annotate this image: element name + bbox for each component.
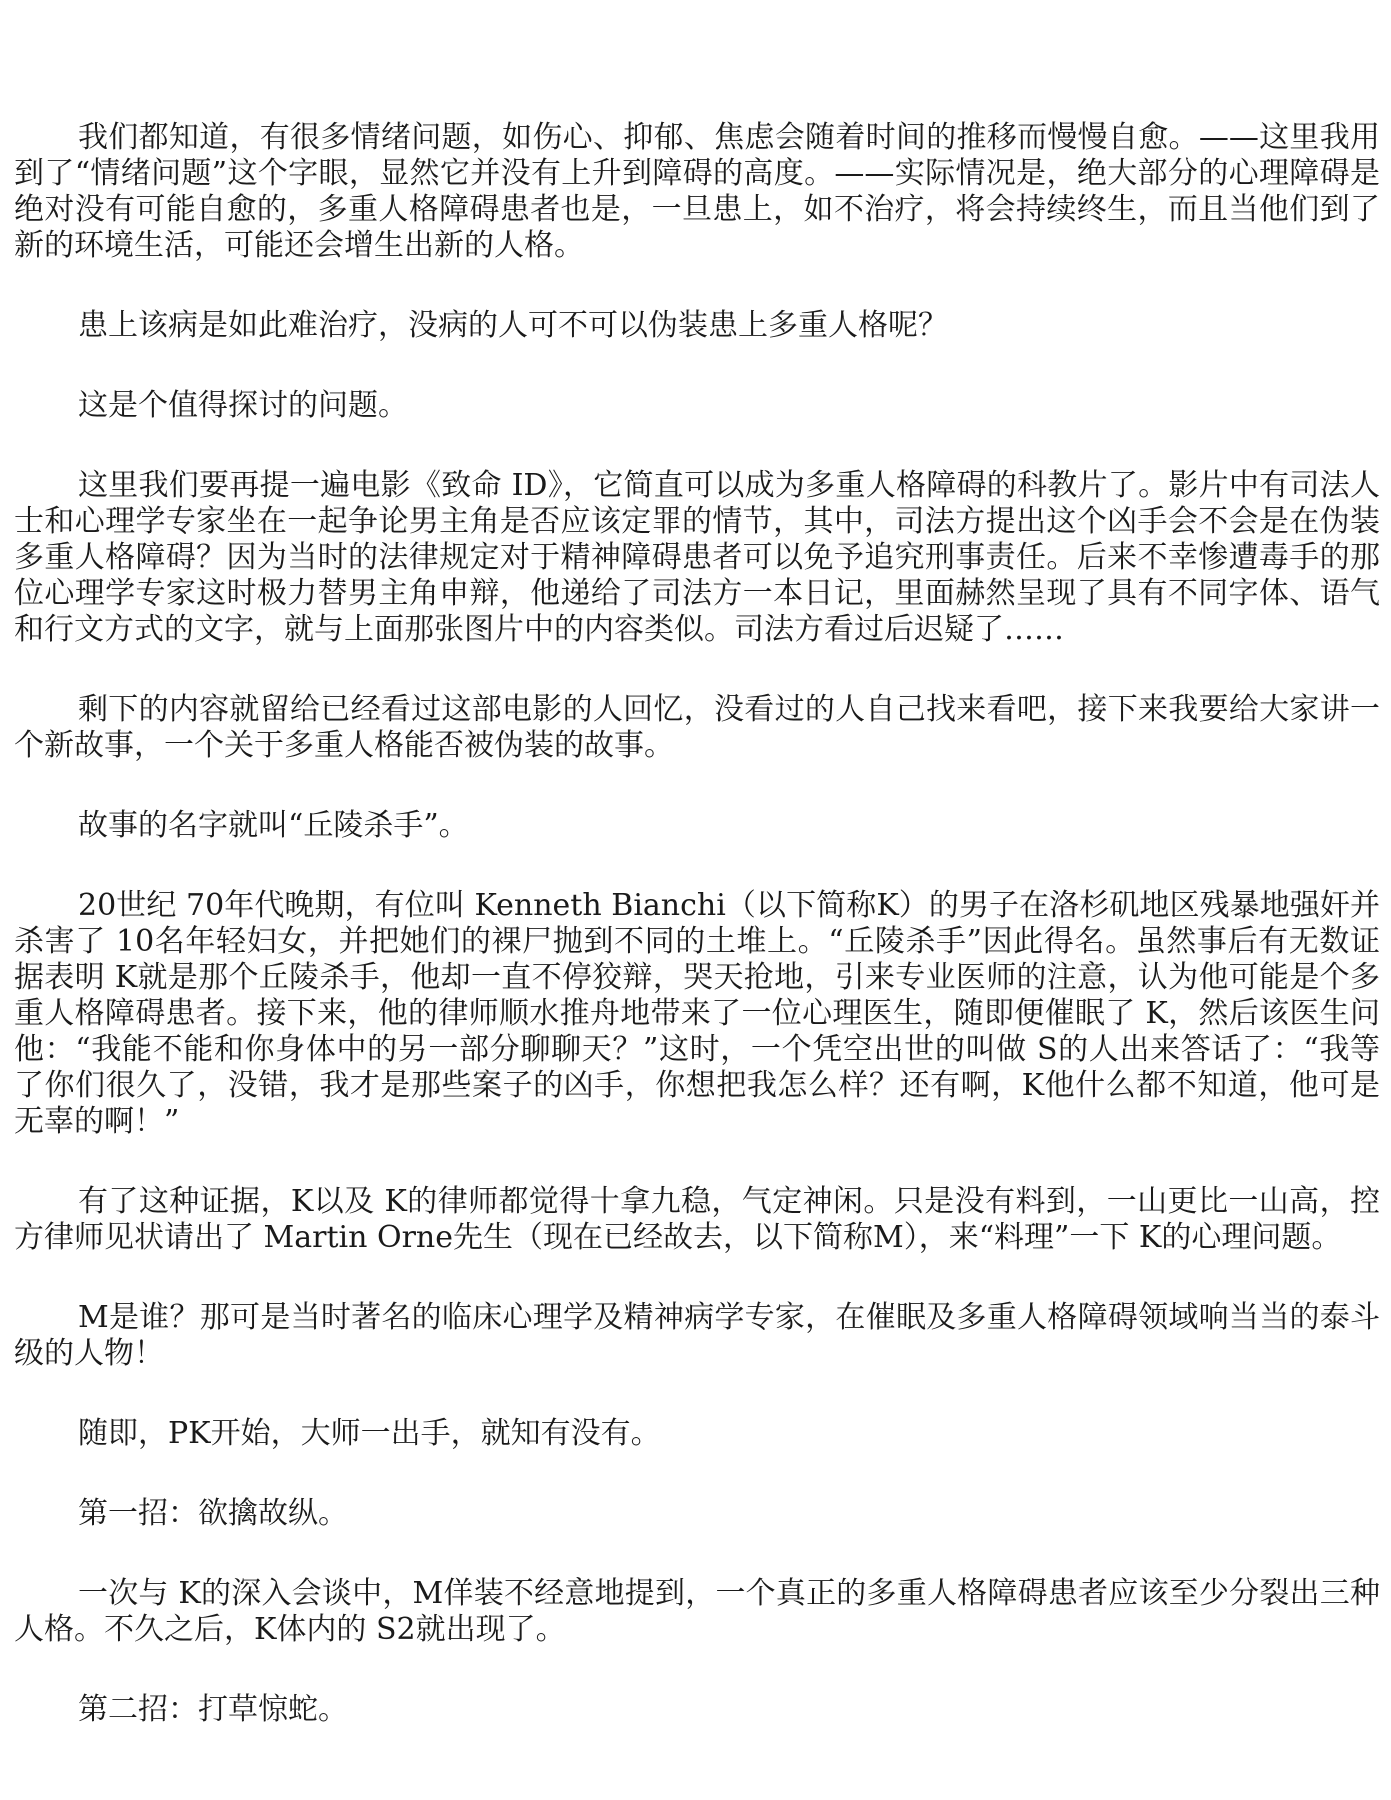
paragraph-5: 剩下的内容就留给已经看过这部电影的人回忆，没看过的人自己找来看吧，接下来我要给大家讲一个新故事，一个关于多重人格能否被伪装的故事。 — [14, 692, 1380, 763]
document-body — [14, 120, 1380, 1772]
paragraph-10: 随即，PK开始，大师一出手，就知有没有。 — [78, 1416, 661, 1451]
paragraph-12: 一次与 K的深入会谈中，M佯装不经意地提到，一个真正的多重人格障碍患者应该至少分裂出三种人格。不久之后，K体内的 S2就出现了。 — [14, 1576, 1380, 1647]
paragraph-9: M是谁？那可是当时著名的临床心理学及精神病学专家，在催眠及多重人格障碍领域响当当的泰斗级的人物！ — [14, 1300, 1380, 1371]
paragraph-7: 20世纪 70年代晚期，有位叫 Kenneth Bianchi（以下简称K）的男子在洛杉矶地区残暴地强奸并杀害了 10名年轻妇女，并把她们的裸尸抛到不同的土堆上。“丘陵杀手”因此得名。虽然事后有无数证据表明 K就是那个丘陵杀手，他却一直不停狡辩，哭天抢地，引来专业医师的注意，认为他可能是个多重人格障碍患者。接下来，他的律师顺水推舟地带来了一位心理医生，随即便催眠了 K，然后该医生问他：“我能不能和你身体中的另一部分聊聊天？”这时，一个凭空出世的叫做 S的人出来答话了：“我等了你们很久了，没错，我才是那些案子的凶手，你想把我怎么样？还有啊，K他什么都不知道，他可是无辜的啊！” — [14, 888, 1380, 1139]
paragraph-11: 第一招：欲擒故纵。 — [78, 1496, 348, 1531]
paragraph-3: 这是个值得探讨的问题。 — [78, 388, 408, 423]
paragraph-4: 这里我们要再提一遍电影《致命 ID》，它简直可以成为多重人格障碍的科教片了。影片中有司法人士和心理学专家坐在一起争论男主角是否应该定罪的情节，其中，司法方提出这个凶手会不会是在伪装多重人格障碍？因为当时的法律规定对于精神障碍患者可以免予追究刑事责任。后来不幸惨遭毒手的那位心理学专家这时极力替男主角申辩，他递给了司法方一本日记，里面赫然呈现了具有不同字体、语气和行文方式的文字，就与上面那张图片中的内容类似。司法方看过后迟疑了…… — [14, 468, 1380, 647]
paragraph-1: 我们都知道，有很多情绪问题，如伤心、抑郁、焦虑会随着时间的推移而慢慢自愈。——这里我用到了“情绪问题”这个字眼，显然它并没有上升到障碍的高度。——实际情况是，绝大部分的心理障碍是绝对没有可能自愈的，多重人格障碍患者也是，一旦患上，如不治疗，将会持续终生，而且当他们到了新的环境生活，可能还会增生出新的人格。 — [14, 120, 1380, 263]
paragraph-2: 患上该病是如此难治疗，没病的人可不可以伪装患上多重人格呢？ — [78, 308, 948, 343]
paragraph-6: 故事的名字就叫“丘陵杀手”。 — [78, 808, 469, 843]
paragraph-8: 有了这种证据，K以及 K的律师都觉得十拿九稳，气定神闲。只是没有料到，一山更比一山高，控方律师见状请出了 Martin Orne先生（现在已经故去，以下简称M），来“料理”一下 K的心理问题。 — [14, 1184, 1380, 1255]
paragraph-13: 第二招：打草惊蛇。 — [78, 1692, 348, 1727]
